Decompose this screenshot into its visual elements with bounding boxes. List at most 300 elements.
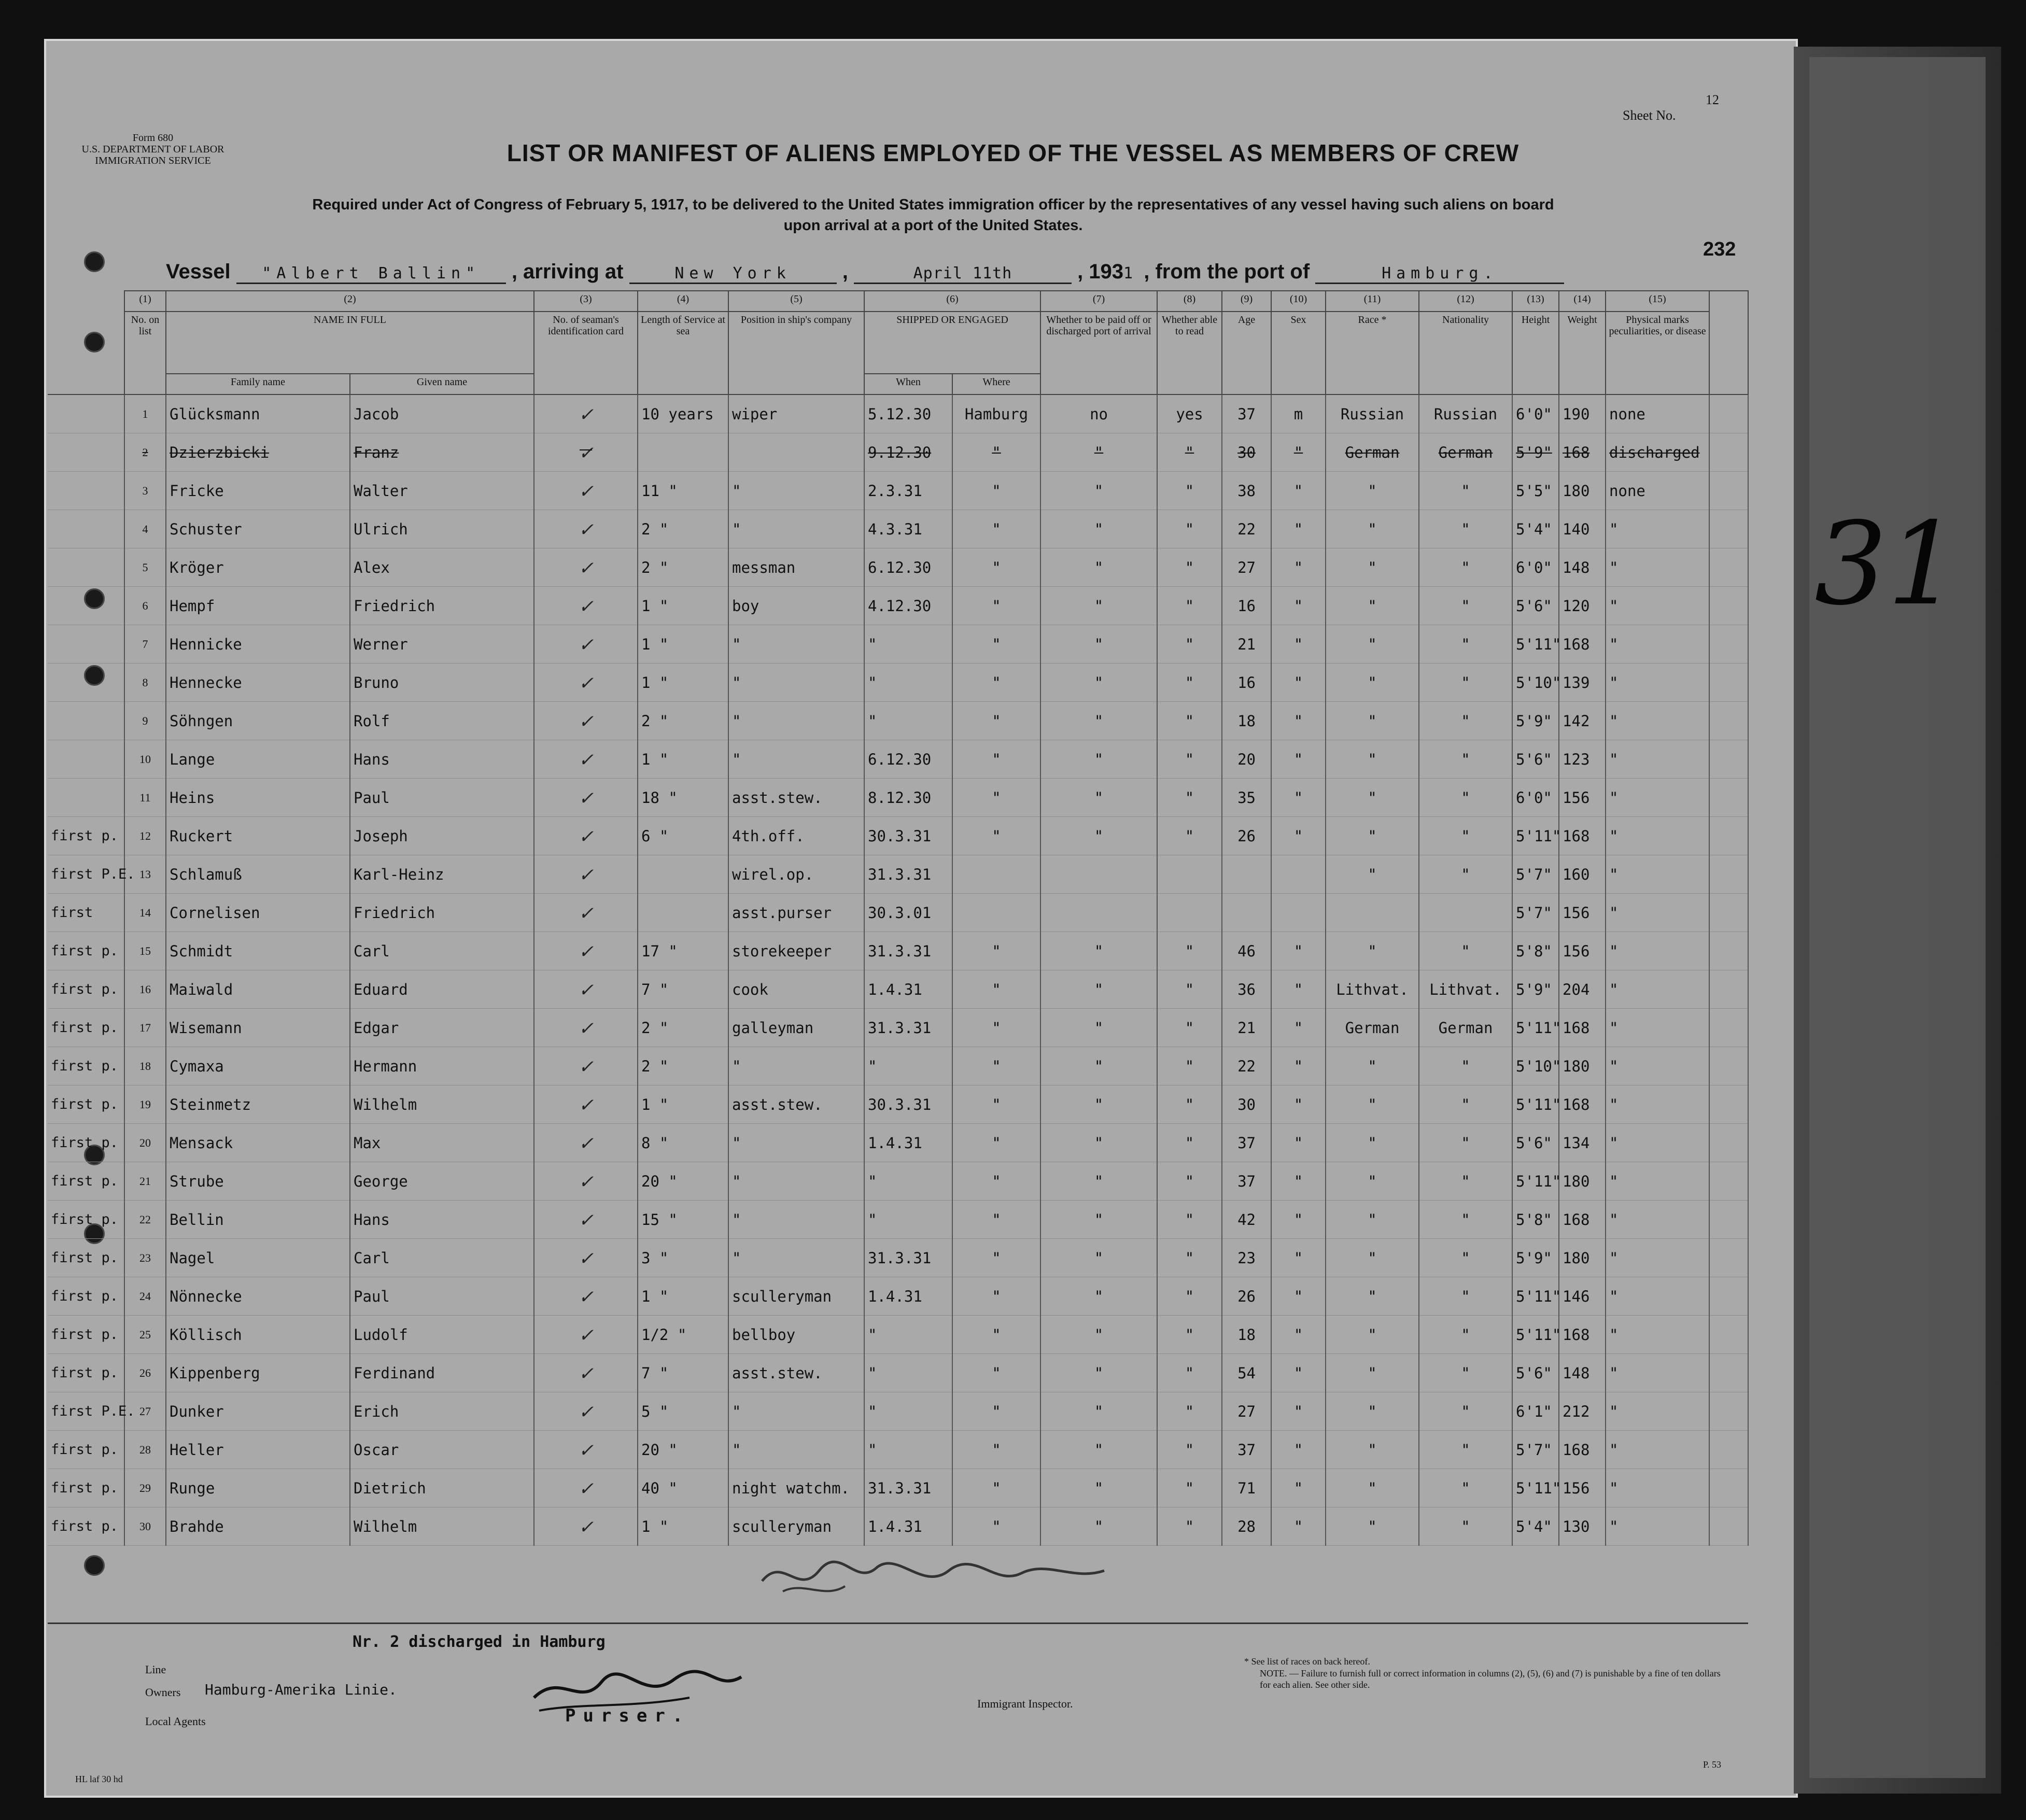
physical-marks-cell: ": [1606, 1507, 1709, 1546]
age-cell: 18: [1222, 702, 1271, 740]
row-spacer: [1709, 510, 1748, 548]
length-of-service-cell: [638, 894, 728, 932]
family-name-cell: Kippenberg: [166, 1354, 350, 1392]
sex-cell: ": [1271, 1239, 1326, 1277]
immigrant-inspector-label: Immigrant Inspector.: [977, 1697, 1073, 1710]
given-name-cell: George: [350, 1162, 534, 1201]
race-cell: German: [1326, 1009, 1419, 1047]
nationality-cell: ": [1419, 472, 1512, 510]
age-cell: 35: [1222, 779, 1271, 817]
vessel-line: Vessel "Albert Ballin" , arriving at New York , April 11th , 1931 , from the port of Hamburg.: [166, 260, 1564, 284]
physical-marks-cell: ": [1606, 1124, 1709, 1162]
crew-row: [48, 894, 1748, 932]
weight-cell: 134: [1559, 1124, 1606, 1162]
shipped-when-cell: 1.4.31: [864, 970, 952, 1009]
shipped-when-cell: ": [864, 702, 952, 740]
age-cell: 28: [1222, 1507, 1271, 1546]
crew-rows: [48, 394, 1748, 1546]
sex-cell: m: [1271, 394, 1326, 433]
shipped-where-cell: ": [952, 970, 1040, 1009]
height-cell: 5'8": [1512, 1201, 1559, 1239]
weight-cell: 123: [1559, 740, 1606, 779]
nationality-cell: ": [1419, 1354, 1512, 1392]
row-prefix-note: first P.E.: [48, 1392, 124, 1431]
family-name-cell: Köllisch: [166, 1316, 350, 1354]
nationality-cell: Lithvat.: [1419, 970, 1512, 1009]
able-to-read-cell: ": [1157, 1354, 1222, 1392]
position-cell: ": [728, 1392, 864, 1431]
paid-off-cell: ": [1040, 433, 1157, 472]
row-number: 18: [124, 1047, 166, 1085]
weight-cell: 156: [1559, 894, 1606, 932]
shipped-when-cell: ": [864, 1316, 952, 1354]
row-number: 26: [124, 1354, 166, 1392]
shipped-where-cell: ": [952, 587, 1040, 625]
able-to-read-cell: ": [1157, 1316, 1222, 1354]
sex-cell: ": [1271, 472, 1326, 510]
age-cell: 22: [1222, 510, 1271, 548]
position-cell: ": [728, 625, 864, 664]
physical-marks-cell: ": [1606, 970, 1709, 1009]
family-name-cell: Hempf: [166, 587, 350, 625]
shipped-where-cell: ": [952, 1507, 1040, 1546]
race-cell: ": [1326, 1201, 1419, 1239]
header-sex: Sex: [1271, 312, 1326, 394]
vessel-label: Vessel: [166, 260, 231, 283]
manifest-footer: [48, 1623, 1748, 1780]
able-to-read-cell: ": [1157, 1469, 1222, 1507]
paid-off-cell: ": [1040, 664, 1157, 702]
family-name-cell: Fricke: [166, 472, 350, 510]
length-of-service-cell: 40 ": [638, 1469, 728, 1507]
row-prefix-note: first p.: [48, 817, 124, 855]
paid-off-cell: ": [1040, 1124, 1157, 1162]
family-name-cell: Wisemann: [166, 1009, 350, 1047]
header-physical-marks: Physical marks peculiarities, or disease: [1606, 312, 1709, 394]
race-cell: ": [1326, 1431, 1419, 1469]
height-cell: 5'6": [1512, 740, 1559, 779]
col-num-14: (14): [1559, 291, 1606, 312]
seaman-card-check: [534, 779, 638, 817]
physical-marks-cell: ": [1606, 855, 1709, 894]
able-to-read-cell: ": [1157, 1392, 1222, 1431]
header-where: Where: [952, 374, 1040, 394]
sex-cell: ": [1271, 664, 1326, 702]
sex-cell: ": [1271, 1316, 1326, 1354]
row-prefix-note: first p.: [48, 970, 124, 1009]
shipped-where-cell: ": [952, 664, 1040, 702]
row-spacer: [1709, 1354, 1748, 1392]
height-cell: 5'10": [1512, 1047, 1559, 1085]
crew-row: [48, 1239, 1748, 1277]
length-of-service-cell: 2 ": [638, 1047, 728, 1085]
physical-marks-cell: ": [1606, 664, 1709, 702]
row-spacer: [1709, 779, 1748, 817]
row-spacer: [1709, 740, 1748, 779]
row-prefix-note: [48, 664, 124, 702]
sheet-number: 12: [1706, 92, 1719, 107]
physical-marks-cell: ": [1606, 1085, 1709, 1124]
shipped-when-cell: 6.12.30: [864, 740, 952, 779]
row-spacer: [1709, 817, 1748, 855]
row-prefix-note: first p.: [48, 1085, 124, 1124]
paid-off-cell: ": [1040, 1392, 1157, 1431]
header-seamans-card: No. of seaman's identification card: [534, 312, 638, 394]
paid-off-cell: ": [1040, 1507, 1157, 1546]
header-length-service: Length of Service at sea: [638, 312, 728, 394]
given-name-cell: Hans: [350, 1201, 534, 1239]
shipped-when-cell: 30.3.31: [864, 817, 952, 855]
age-cell: 42: [1222, 1201, 1271, 1239]
position-cell: ": [728, 1201, 864, 1239]
col-num-4: (4): [638, 291, 728, 312]
arrival-date: April 11th: [854, 264, 1072, 284]
shipped-when-cell: ": [864, 625, 952, 664]
header-given-name: Given name: [350, 374, 534, 394]
age-cell: 54: [1222, 1354, 1271, 1392]
col-num-3: (3): [534, 291, 638, 312]
weight-cell: 168: [1559, 1316, 1606, 1354]
crew-manifest-table-wrap: [48, 290, 1748, 1623]
given-name-cell: Karl-Heinz: [350, 855, 534, 894]
seaman-card-check: [534, 625, 638, 664]
able-to-read-cell: yes: [1157, 394, 1222, 433]
sex-cell: [1271, 894, 1326, 932]
shipped-when-cell: 30.3.31: [864, 1085, 952, 1124]
age-cell: 16: [1222, 664, 1271, 702]
paid-off-cell: ": [1040, 1162, 1157, 1201]
given-name-cell: Bruno: [350, 664, 534, 702]
length-of-service-cell: 11 ": [638, 472, 728, 510]
row-prefix-note: [48, 394, 124, 433]
purser-signature: [518, 1661, 752, 1718]
able-to-read-cell: ": [1157, 1431, 1222, 1469]
given-name-cell: Werner: [350, 625, 534, 664]
arriving-label: , arriving at: [511, 260, 624, 283]
nationality-cell: ": [1419, 779, 1512, 817]
row-number: 12: [124, 817, 166, 855]
given-name-cell: Jacob: [350, 394, 534, 433]
shipped-where-cell: ": [952, 817, 1040, 855]
col-num-12: (12): [1419, 291, 1512, 312]
check-mark-icon: ✓: [579, 785, 593, 810]
family-name-cell: Nönnecke: [166, 1277, 350, 1316]
weight-cell: 168: [1559, 817, 1606, 855]
age-cell: 37: [1222, 394, 1271, 433]
sex-cell: ": [1271, 1124, 1326, 1162]
age-cell: [1222, 855, 1271, 894]
seaman-card-check: [534, 1047, 638, 1085]
able-to-read-cell: ": [1157, 1124, 1222, 1162]
owners-value: Hamburg-Amerika Linie.: [205, 1681, 397, 1698]
row-number: 20: [124, 1124, 166, 1162]
document-subtitle: [156, 194, 1711, 236]
given-name-cell: Wilhelm: [350, 1085, 534, 1124]
able-to-read-cell: ": [1157, 1201, 1222, 1239]
length-of-service-cell: 2 ": [638, 510, 728, 548]
row-number: 25: [124, 1316, 166, 1354]
sex-cell: ": [1271, 433, 1326, 472]
row-prefix-note: first P.E.: [48, 855, 124, 894]
paid-off-cell: ": [1040, 970, 1157, 1009]
physical-marks-cell: ": [1606, 1162, 1709, 1201]
physical-marks-cell: ": [1606, 1392, 1709, 1431]
row-spacer: [1709, 1277, 1748, 1316]
paid-off-cell: ": [1040, 625, 1157, 664]
weight-cell: 168: [1559, 1431, 1606, 1469]
header-shipped: SHIPPED OR ENGAGED: [864, 312, 1040, 374]
length-of-service-cell: 2 ": [638, 1009, 728, 1047]
row-number: 22: [124, 1201, 166, 1239]
crew-row: [48, 1507, 1748, 1546]
age-cell: 27: [1222, 548, 1271, 587]
nationality-cell: ": [1419, 664, 1512, 702]
age-cell: 37: [1222, 1162, 1271, 1201]
purser-label: Purser.: [565, 1705, 691, 1726]
nationality-cell: ": [1419, 702, 1512, 740]
shipped-where-cell: ": [952, 1124, 1040, 1162]
shipped-when-cell: 5.12.30: [864, 394, 952, 433]
header-weight: Weight: [1559, 312, 1606, 394]
able-to-read-cell: ": [1157, 472, 1222, 510]
race-cell: ": [1326, 1507, 1419, 1546]
header-nationality: Nationality: [1419, 312, 1512, 394]
family-name-cell: Brahde: [166, 1507, 350, 1546]
family-name-cell: Steinmetz: [166, 1085, 350, 1124]
crew-row: [48, 1085, 1748, 1124]
given-name-cell: Erich: [350, 1392, 534, 1431]
row-spacer: [1709, 664, 1748, 702]
race-cell: ": [1326, 1047, 1419, 1085]
row-prefix-note: first p.: [48, 1354, 124, 1392]
crew-row: [48, 1009, 1748, 1047]
family-name-cell: Strube: [166, 1162, 350, 1201]
seaman-card-check: [534, 1431, 638, 1469]
paid-off-cell: [1040, 894, 1157, 932]
crew-row: [48, 1354, 1748, 1392]
physical-marks-cell: ": [1606, 1469, 1709, 1507]
shipped-when-cell: 9.12.30: [864, 433, 952, 472]
shipped-when-cell: 31.3.31: [864, 855, 952, 894]
row-prefix-note: [48, 625, 124, 664]
paid-off-cell: ": [1040, 548, 1157, 587]
shipped-where-cell: ": [952, 1009, 1040, 1047]
able-to-read-cell: ": [1157, 664, 1222, 702]
sex-cell: ": [1271, 970, 1326, 1009]
age-cell: 36: [1222, 970, 1271, 1009]
family-name-cell: Nagel: [166, 1239, 350, 1277]
physical-marks-cell: ": [1606, 1201, 1709, 1239]
nationality-cell: ": [1419, 1124, 1512, 1162]
position-cell: wiper: [728, 394, 864, 433]
physical-marks-cell: ": [1606, 894, 1709, 932]
row-prefix-note: first p.: [48, 1316, 124, 1354]
height-cell: 6'0": [1512, 779, 1559, 817]
height-cell: 5'7": [1512, 894, 1559, 932]
check-mark-icon: ✓: [579, 1437, 593, 1462]
weight-cell: 139: [1559, 664, 1606, 702]
paid-off-cell: ": [1040, 932, 1157, 970]
family-name-cell: Schuster: [166, 510, 350, 548]
length-of-service-cell: 5 ": [638, 1392, 728, 1431]
given-name-cell: Friedrich: [350, 587, 534, 625]
row-prefix-note: [48, 740, 124, 779]
local-agents-label: Local Agents: [145, 1715, 206, 1728]
col-num-10: (10): [1271, 291, 1326, 312]
row-prefix-note: first: [48, 894, 124, 932]
position-cell: 4th.off.: [728, 817, 864, 855]
able-to-read-cell: ": [1157, 1507, 1222, 1546]
physical-marks-cell: none: [1606, 472, 1709, 510]
family-name-cell: Ruckert: [166, 817, 350, 855]
given-name-cell: Hermann: [350, 1047, 534, 1085]
row-spacer: [1709, 932, 1748, 970]
height-cell: 5'6": [1512, 587, 1559, 625]
header-height: Height: [1512, 312, 1559, 394]
check-mark-icon: ✓: [579, 1169, 593, 1193]
paid-off-cell: ": [1040, 740, 1157, 779]
seaman-card-check: [534, 970, 638, 1009]
shipped-when-cell: 1.4.31: [864, 1124, 952, 1162]
length-of-service-cell: 1/2 ": [638, 1316, 728, 1354]
check-mark-icon: ✓: [579, 517, 593, 541]
seaman-card-check: [534, 1469, 638, 1507]
row-spacer: [1709, 702, 1748, 740]
weight-cell: 168: [1559, 433, 1606, 472]
sex-cell: [1271, 855, 1326, 894]
age-cell: 37: [1222, 1124, 1271, 1162]
paid-off-cell: ": [1040, 1009, 1157, 1047]
given-name-cell: Franz: [350, 433, 534, 472]
able-to-read-cell: ": [1157, 1162, 1222, 1201]
nationality-cell: ": [1419, 1431, 1512, 1469]
able-to-read-cell: ": [1157, 702, 1222, 740]
nationality-cell: ": [1419, 1392, 1512, 1431]
row-spacer: [1709, 1431, 1748, 1469]
given-name-cell: Alex: [350, 548, 534, 587]
weight-cell: 156: [1559, 1469, 1606, 1507]
age-cell: 38: [1222, 472, 1271, 510]
race-cell: Russian: [1326, 394, 1419, 433]
nationality-cell: ": [1419, 1201, 1512, 1239]
row-spacer: [1709, 1124, 1748, 1162]
adjacent-page-edge: [1794, 47, 2001, 1794]
row-prefix-note: first p.: [48, 1162, 124, 1201]
race-cell: ": [1326, 1354, 1419, 1392]
row-number: 29: [124, 1469, 166, 1507]
length-of-service-cell: [638, 855, 728, 894]
family-name-cell: Heller: [166, 1431, 350, 1469]
paid-off-cell: ": [1040, 510, 1157, 548]
check-mark-icon: ✓: [579, 709, 593, 733]
sex-cell: ": [1271, 510, 1326, 548]
seaman-card-check: [534, 433, 638, 472]
row-spacer: [1709, 855, 1748, 894]
crew-row: [48, 1469, 1748, 1507]
height-cell: 5'9": [1512, 970, 1559, 1009]
seaman-card-check: [534, 1392, 638, 1431]
family-name-cell: Schmidt: [166, 932, 350, 970]
physical-marks-cell: ": [1606, 1047, 1709, 1085]
able-to-read-cell: ": [1157, 433, 1222, 472]
row-spacer: [1709, 1201, 1748, 1239]
nationality-cell: Russian: [1419, 394, 1512, 433]
row-spacer: [1709, 1469, 1748, 1507]
nationality-cell: ": [1419, 1316, 1512, 1354]
weight-cell: 168: [1559, 1085, 1606, 1124]
age-cell: 22: [1222, 1047, 1271, 1085]
row-number: 27: [124, 1392, 166, 1431]
seaman-card-check: [534, 394, 638, 433]
physical-marks-cell: ": [1606, 1354, 1709, 1392]
line-label: Line: [145, 1663, 166, 1676]
sex-cell: ": [1271, 1277, 1326, 1316]
nationality-cell: ": [1419, 1507, 1512, 1546]
position-cell: storekeeper: [728, 932, 864, 970]
shipped-when-cell: ": [864, 1162, 952, 1201]
seaman-card-check: [534, 1239, 638, 1277]
row-number: 28: [124, 1431, 166, 1469]
col-num-8: (8): [1157, 291, 1222, 312]
service-name: IMMIGRATION SERVICE: [95, 155, 211, 166]
shipped-when-cell: 4.12.30: [864, 587, 952, 625]
weight-cell: 168: [1559, 1009, 1606, 1047]
age-cell: 16: [1222, 587, 1271, 625]
row-spacer: [1709, 1239, 1748, 1277]
paid-off-cell: ": [1040, 1431, 1157, 1469]
crew-row: [48, 664, 1748, 702]
shipped-where-cell: ": [952, 1469, 1040, 1507]
check-mark-icon: ✓: [579, 1476, 593, 1500]
age-cell: 37: [1222, 1431, 1271, 1469]
height-cell: 5'5": [1512, 472, 1559, 510]
row-spacer: [1709, 548, 1748, 587]
length-of-service-cell: 1 ": [638, 664, 728, 702]
sex-cell: ": [1271, 1009, 1326, 1047]
shipped-when-cell: 31.3.31: [864, 1469, 952, 1507]
length-of-service-cell: 8 ": [638, 1124, 728, 1162]
nationality-cell: German: [1419, 433, 1512, 472]
race-cell: ": [1326, 1469, 1419, 1507]
given-name-cell: Friedrich: [350, 894, 534, 932]
height-cell: 5'4": [1512, 1507, 1559, 1546]
age-cell: 26: [1222, 817, 1271, 855]
paid-off-cell: ": [1040, 1047, 1157, 1085]
seaman-card-check: [534, 587, 638, 625]
able-to-read-cell: ": [1157, 970, 1222, 1009]
race-cell: ": [1326, 1124, 1419, 1162]
weight-cell: 148: [1559, 1354, 1606, 1392]
length-of-service-cell: 1 ": [638, 587, 728, 625]
row-number: 23: [124, 1239, 166, 1277]
owners-label: Owners: [145, 1686, 181, 1699]
shipped-when-cell: ": [864, 1431, 952, 1469]
race-cell: ": [1326, 625, 1419, 664]
header-age: Age: [1222, 312, 1271, 394]
weight-cell: 146: [1559, 1277, 1606, 1316]
nationality-cell: [1419, 894, 1512, 932]
length-of-service-cell: 1 ": [638, 1085, 728, 1124]
seaman-card-check: [534, 932, 638, 970]
shipped-where-cell: ": [952, 472, 1040, 510]
race-cell: ": [1326, 664, 1419, 702]
shipped-when-cell: 30.3.01: [864, 894, 952, 932]
row-number: 21: [124, 1162, 166, 1201]
length-of-service-cell: 1 ": [638, 1507, 728, 1546]
height-cell: 6'0": [1512, 394, 1559, 433]
department-name: U.S. DEPARTMENT OF LABOR: [81, 144, 224, 155]
length-of-service-cell: 7 ": [638, 1354, 728, 1392]
